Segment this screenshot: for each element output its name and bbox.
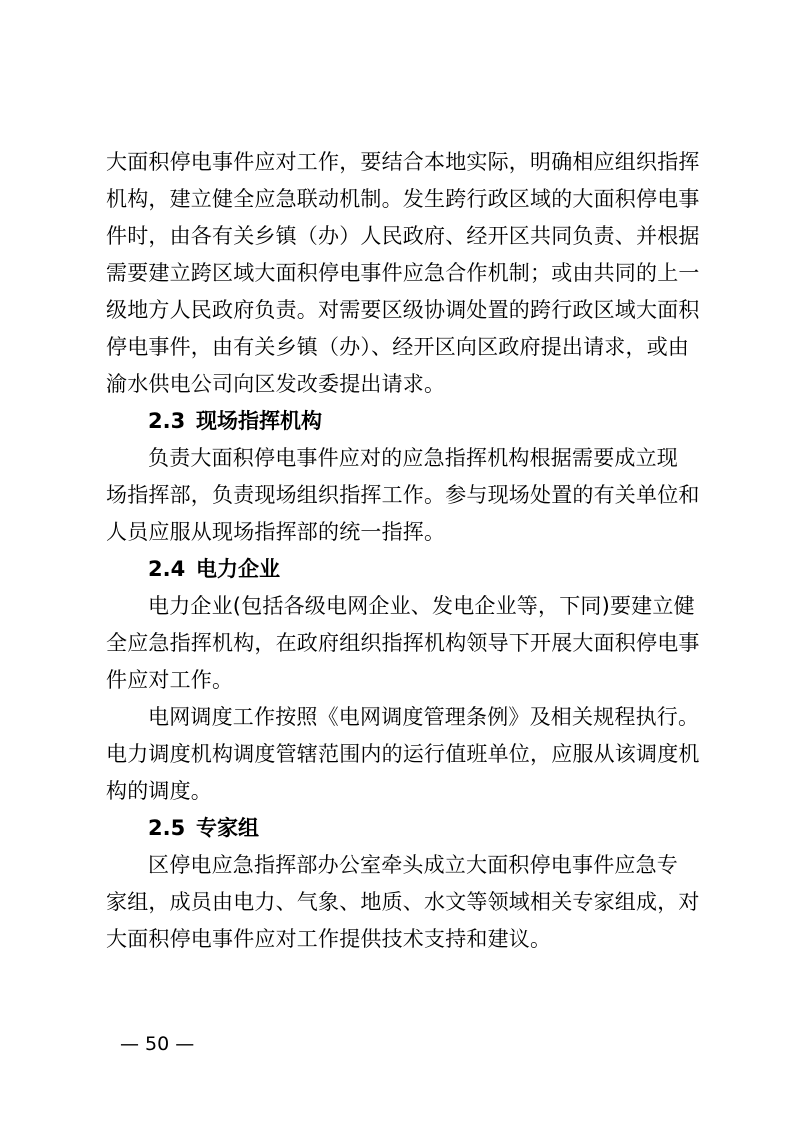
section-title: 专家组 [196,816,259,840]
body-text-line: 大面积停电事件应对工作，要结合本地实际，明确相应组织指挥 [106,150,700,174]
body-text-line: 全应急指挥机构，在政府组织指挥机构领导下开展大面积停电事 [106,631,700,655]
body-text-line: 电力调度机构调度管辖范围内的运行值班单位，应服从该调度机 [106,742,700,766]
section-number: 2.3 [148,409,186,433]
page-number: — 50 — [120,1033,195,1055]
body-text-line: 机构，建立健全应急联动机制。发生跨行政区域的大面积停电事 [106,187,700,211]
section-title: 电力企业 [196,557,280,581]
body-text-line: 区停电应急指挥部办公室牵头成立大面积停电事件应急专 [148,853,678,877]
body-text-line: 渝水供电公司向区发改委提出请求。 [106,372,446,396]
body-text-line: 人员应服从现场指挥部的统一指挥。 [106,520,446,544]
body-text-line: 负责大面积停电事件应对的应急指挥机构根据需要成立现 [148,446,678,470]
body-text-line: 构的调度。 [106,779,212,803]
body-text-line: 场指挥部，负责现场组织指挥工作。参与现场处置的有关单位和 [106,483,700,507]
section-heading-2-4 [148,554,280,584]
section-number: 2.5 [148,816,186,840]
body-text-line: 级地方人民政府负责。对需要区级协调处置的跨行政区域大面积 [106,298,700,322]
section-heading-2-3 [148,406,322,436]
body-text-line: 大面积停电事件应对工作提供技术支持和建议。 [106,927,552,951]
body-text-line: 电网调度工作按照《电网调度管理条例》及相关规程执行。 [148,705,700,729]
body-text-line: 电力企业(包括各级电网企业、发电企业等，下同)要建立健 [148,594,695,618]
body-text-line: 需要建立跨区域大面积停电事件应急合作机制；或由共同的上一 [106,261,700,285]
body-text-line: 停电事件，由有关乡镇（办）、经开区向区政府提出请求，或由 [106,335,690,359]
body-text-line: 件时，由各有关乡镇（办）人民政府、经开区共同负责、并根据 [106,224,700,248]
section-number: 2.4 [148,557,186,581]
section-heading-2-5 [148,813,259,843]
body-text-line: 件应对工作。 [106,668,234,692]
body-text-line: 家组，成员由电力、气象、地质、水文等领域相关专家组成，对 [106,890,700,914]
section-title: 现场指挥机构 [196,409,322,433]
